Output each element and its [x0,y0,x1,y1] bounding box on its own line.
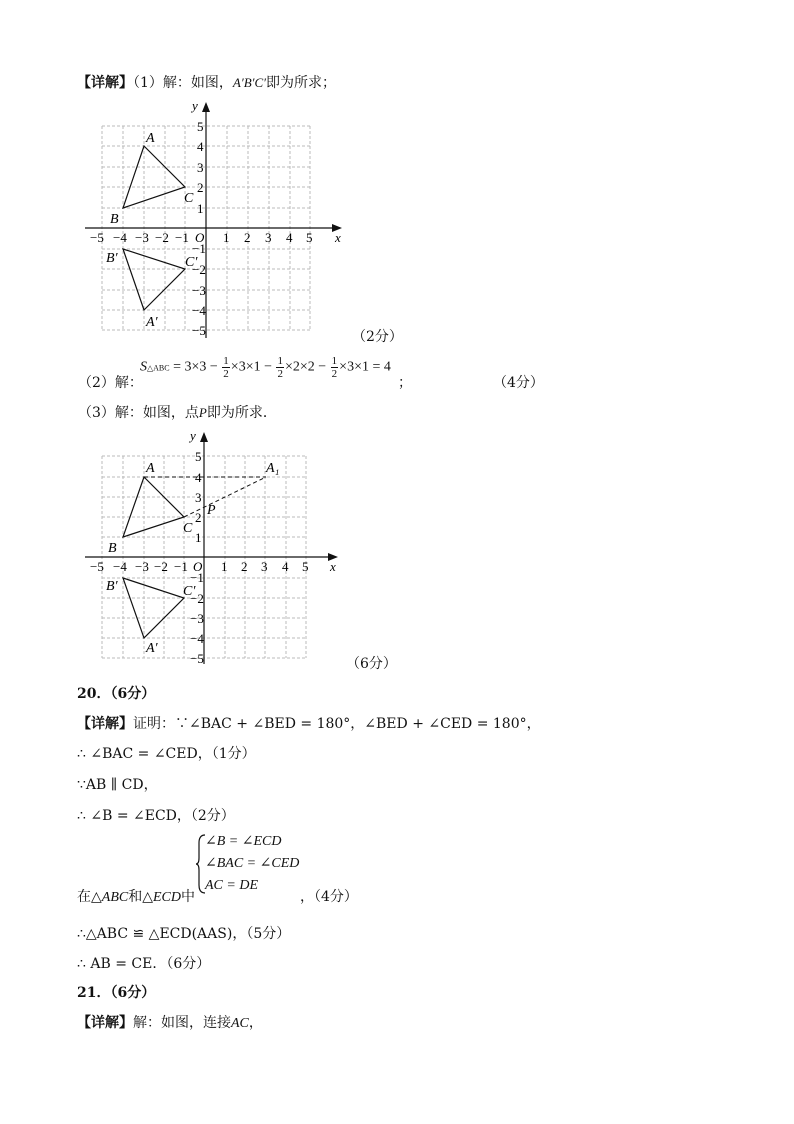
svg-text:−2: −2 [190,591,204,606]
svg-text:−3: −3 [190,611,204,626]
label-a2: A₁ [266,461,280,476]
svg-text:−1: −1 [174,559,188,574]
svg-text:−3: −3 [135,559,149,574]
svg-text:−4: −4 [113,559,127,574]
q20-line3: ∵AB ∥ CD， [77,777,158,793]
q20-score4: ，（4分） [300,889,358,905]
svg-text:1: 1 [223,230,230,245]
svg-text:5: 5 [197,119,204,134]
svg-text:−2: −2 [155,230,169,245]
svg-text:2: 2 [197,180,204,195]
label-c: C [184,191,194,206]
detail-label: 【详解】 [77,75,133,91]
svg-text:−2: −2 [154,559,168,574]
q21-line1: 【详解】解：如图，连接AC， [77,1015,263,1031]
label-b: B [110,212,119,227]
origin-label: O [195,230,205,245]
svg-text:−4: −4 [113,230,127,245]
triangle-a1b1c1 [123,249,185,310]
svg-text:4: 4 [195,470,202,485]
svg-text:2: 2 [244,230,251,245]
q20-line5: 在△ABC和△ECD中 [77,889,195,905]
svg-text:−5: −5 [192,323,206,338]
label-c1: C′ [185,255,198,270]
q20-heading: 20．（6分） [77,686,156,702]
svg-text:3: 3 [265,230,272,245]
part1-line [77,72,336,92]
svg-text:3: 3 [197,160,204,175]
svg-text:−3: −3 [192,283,206,298]
part2-prefix: （2）解： [78,375,143,391]
svg-text:−1: −1 [175,230,189,245]
svg-text:5: 5 [195,449,202,464]
svg-text:4: 4 [286,230,293,245]
svg-text:A: A [146,461,155,476]
part1-text: （1）解：如图， [133,75,233,91]
area-formula: S△ABC = 3×3 − $\frac{1}{2}$ ×3×1 − $\frac{1}{2}$ ×2×2 − $\frac{1}{2}$ ×3×1 = 4 [140,355,391,380]
label-b1: B′ [106,251,118,266]
svg-text:−4: −4 [192,303,206,318]
svg-text:1: 1 [221,559,228,574]
svg-text:y: y [190,430,196,443]
svg-text:O: O [193,559,203,574]
q21-heading: 21．（6分） [77,985,156,1001]
svg-text:−5: −5 [90,230,104,245]
svg-text:3: 3 [261,559,268,574]
svg-text:2: 2 [195,510,202,525]
svg-text:5: 5 [302,559,309,574]
semicolon: ； [398,375,412,391]
label-a: A [146,131,155,146]
svg-text:−5: −5 [190,651,204,665]
equation-system: ∠B = ∠ECD ∠BAC = ∠CED AC = DE [205,834,300,893]
svg-text:2: 2 [241,559,248,574]
svg-text:x: x [330,559,336,574]
svg-text:−1: −1 [192,241,206,256]
svg-text:−2: −2 [192,262,206,277]
svg-text:−1: −1 [190,570,204,585]
q20-line7: ∴ AB = CE．（6分） [77,956,211,972]
svg-text:−5: −5 [90,559,104,574]
q20-line2: ∴ ∠BAC = ∠CED，（1分） [77,746,256,762]
triangle-abc [123,146,185,208]
x-axis-label: x [335,230,341,245]
svg-text:5: 5 [306,230,313,245]
score-2: （4分） [493,375,544,391]
score-3: （6分） [346,656,397,672]
score-1: （2分） [352,329,403,345]
graph-2 [80,430,350,665]
q20-line1: 【详解】证明：∵∠BAC + ∠BED = 180°，∠BED + ∠CED = 180°， [77,716,541,732]
svg-text:B: B [108,541,117,556]
svg-text:C: C [183,521,193,536]
graph-1 [80,100,350,345]
svg-text:4: 4 [282,559,289,574]
part3-line: （3）解：如图，点P即为所求． [78,405,277,421]
svg-text:A′: A′ [146,641,158,656]
y-axis-label: y [192,100,198,113]
svg-text:−3: −3 [135,230,149,245]
svg-text:1: 1 [195,530,202,545]
svg-text:B′: B′ [106,579,118,594]
svg-text:4: 4 [197,139,204,154]
label-p: P [207,503,216,518]
q20-line6: ∴△ABC ≌ △ECD(AAS)，（5分） [77,926,291,942]
label-a1: A′ [146,315,158,330]
svg-text:3: 3 [195,490,202,505]
q20-line4: ∴ ∠B = ∠ECD，（2分） [77,808,235,824]
svg-text:1: 1 [197,201,204,216]
svg-text:−4: −4 [190,631,204,646]
svg-text:C′: C′ [183,584,196,599]
part1-tail: 即为所求； [266,75,337,91]
triangle-name: A′B′C′ [232,75,267,90]
